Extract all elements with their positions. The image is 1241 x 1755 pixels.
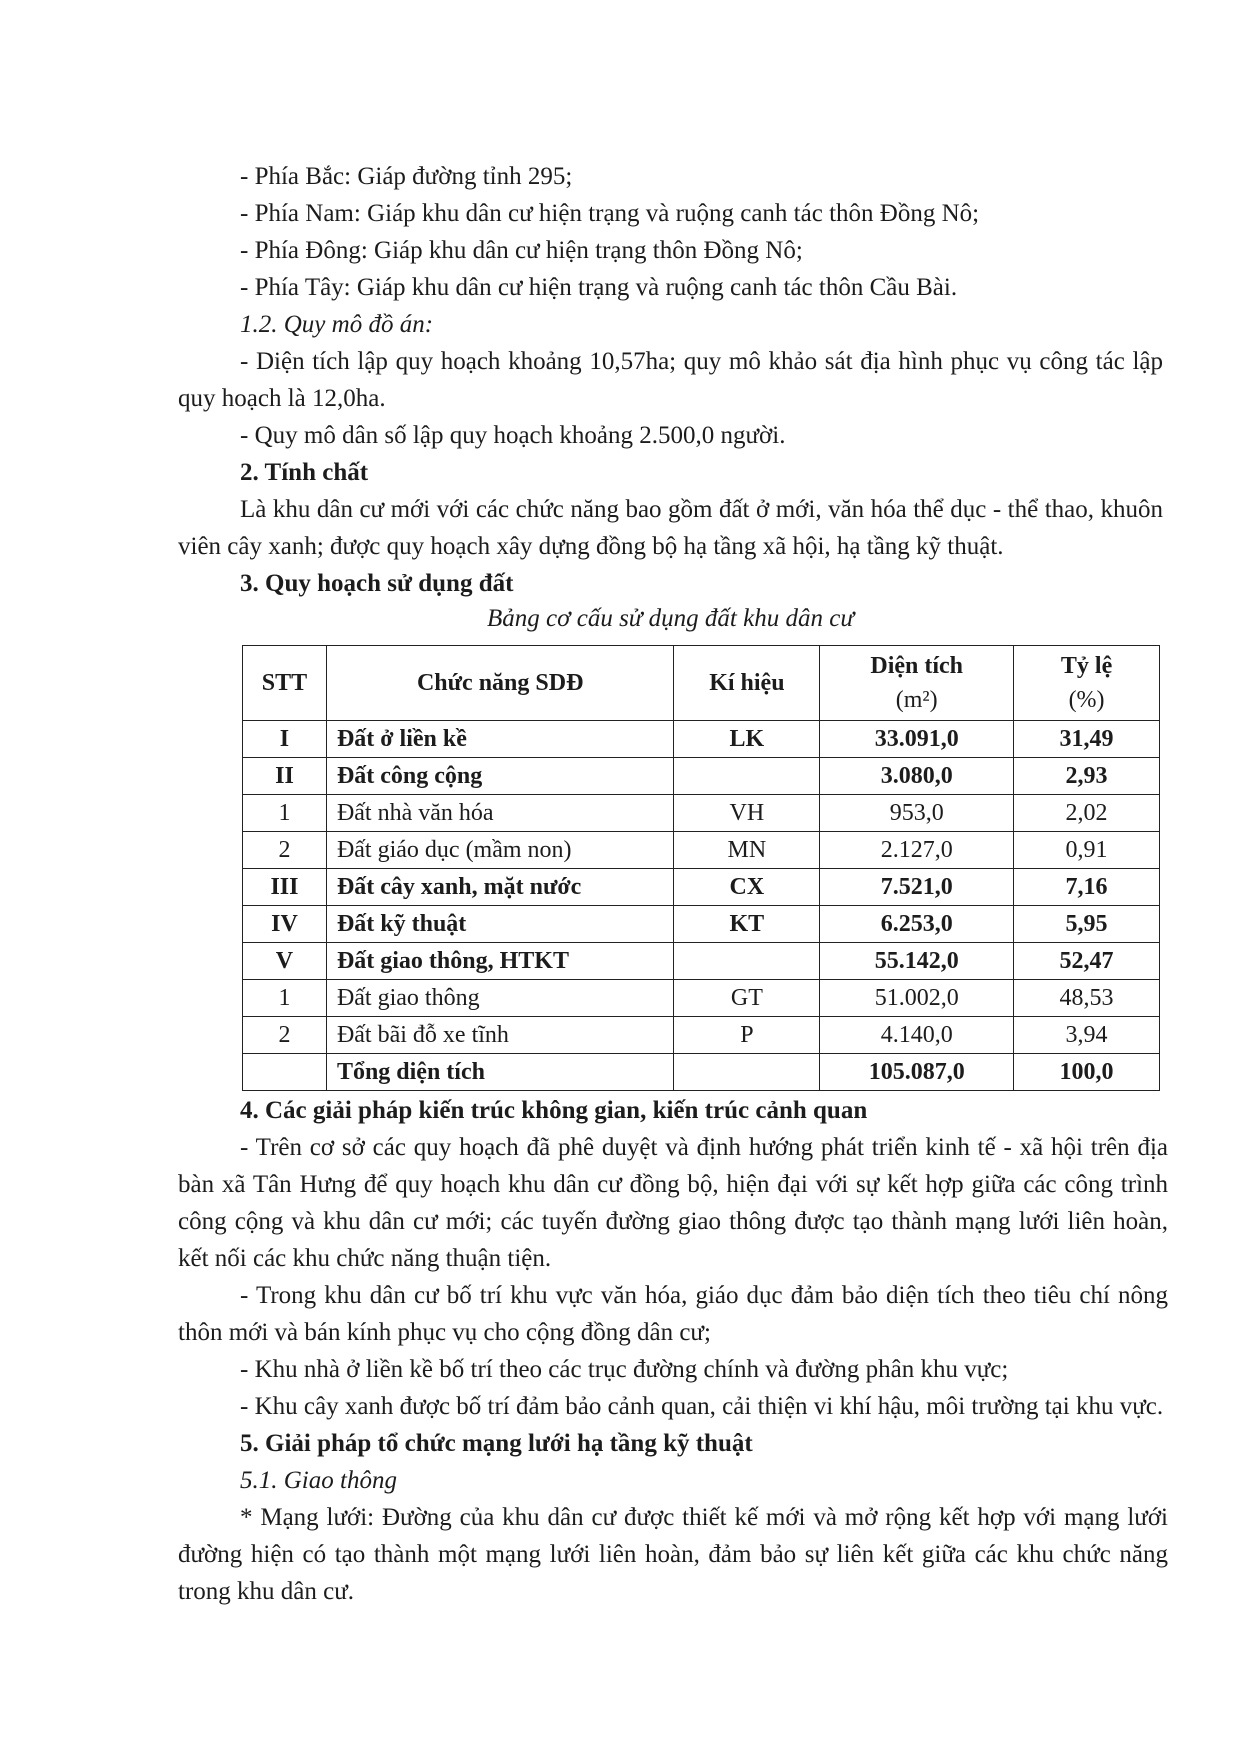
cell-stt (243, 1054, 327, 1091)
cell-ratio: 100,0 (1014, 1054, 1160, 1091)
cell-function: Đất giao thông, HTKT (326, 943, 674, 980)
traffic-text: * Mạng lưới: Đường của khu dân cư được thiết kế mới và mở rộng kết hợp với mạng lưới đường hiện có tạo thành một mạng lưới liên hoàn, đảm bảo sự liên kết giữa các khu chức năng trong khu dân cư. (178, 1504, 1168, 1605)
cell-stt: II (243, 758, 327, 795)
cell-ratio: 31,49 (1014, 721, 1160, 758)
table-row (243, 832, 1160, 869)
cell-stt: III (243, 869, 327, 906)
cell-area: 105.087,0 (820, 1054, 1014, 1091)
nature-text: Là khu dân cư mới với các chức năng bao gồm đất ở mới, văn hóa thể dục - thể thao, khuôn viên cây xanh; được quy hoạch xây dựng đồng bộ hạ tầng xã hội, hạ tầng kỹ thuật. (178, 496, 1163, 560)
cell-area: 953,0 (820, 795, 1014, 832)
cell-stt: 1 (243, 980, 327, 1017)
architecture-paragraph: - Khu nhà ở liền kề bố trí theo các trục đường chính và đường phân khu vực; (240, 1356, 1009, 1383)
cell-area: 33.091,0 (820, 721, 1014, 758)
top-section (178, 158, 1163, 636)
cell-stt: 2 (243, 1017, 327, 1054)
scale-heading: 1.2. Quy mô đồ án: (240, 311, 434, 338)
architecture-paragraph: - Trong khu dân cư bố trí khu vực văn hóa, giáo dục đảm bảo diện tích theo tiêu chí nông thôn mới và bán kính phục vụ cho cộng đồng dân cư; (178, 1282, 1168, 1346)
table-row (243, 980, 1160, 1017)
cell-stt: I (243, 721, 327, 758)
cell-area: 4.140,0 (820, 1017, 1014, 1054)
cell-code: KT (674, 906, 820, 943)
cell-ratio: 0,91 (1014, 832, 1160, 869)
boundary-south: - Phía Nam: Giáp khu dân cư hiện trạng và ruộng canh tác thôn Đồng Nô; (240, 200, 980, 227)
cell-stt: V (243, 943, 327, 980)
cell-function: Đất công cộng (326, 758, 674, 795)
lower-section (178, 1092, 1168, 1610)
landuse-heading: 3. Quy hoạch sử dụng đất (240, 570, 514, 597)
cell-code: P (674, 1017, 820, 1054)
table-body (243, 721, 1160, 1091)
table-row (243, 943, 1160, 980)
header-ratio-unit: (%) (1068, 687, 1105, 713)
infrastructure-heading: 5. Giải pháp tổ chức mạng lưới hạ tầng kỹ thuật (240, 1430, 753, 1457)
cell-function: Đất cây xanh, mặt nước (326, 869, 674, 906)
table-caption: Bảng cơ cấu sử dụng đất khu dân cư (487, 605, 854, 632)
table-row (243, 721, 1160, 758)
cell-function: Đất bãi đỗ xe tĩnh (326, 1017, 674, 1054)
cell-function: Đất kỹ thuật (326, 906, 674, 943)
landuse-table (242, 645, 1160, 1091)
nature-heading: 2. Tính chất (240, 459, 369, 486)
cell-area: 7.521,0 (820, 869, 1014, 906)
cell-area: 3.080,0 (820, 758, 1014, 795)
table-row (243, 1017, 1160, 1054)
header-code: Kí hiệu (674, 646, 820, 721)
architecture-paragraph: - Trên cơ sở các quy hoạch đã phê duyệt và định hướng phát triển kinh tế - xã hội trên địa bàn xã Tân Hưng để quy hoạch khu dân cư đồng bộ, hiện đại với sự kết hợp giữa các công trình công cộng và khu dân cư mới; các tuyến đường giao thông được tạo thành mạng lưới liên hoàn, kết nối các khu chức năng thuận tiện. (178, 1134, 1168, 1272)
traffic-subheading: 5.1. Giao thông (240, 1467, 397, 1494)
header-stt: STT (243, 646, 327, 721)
cell-ratio: 5,95 (1014, 906, 1160, 943)
boundary-east: - Phía Đông: Giáp khu dân cư hiện trạng thôn Đồng Nô; (240, 237, 803, 264)
cell-function: Đất nhà văn hóa (326, 795, 674, 832)
cell-code: CX (674, 869, 820, 906)
cell-code: MN (674, 832, 820, 869)
header-area-unit: (m²) (895, 687, 938, 713)
cell-ratio: 7,16 (1014, 869, 1160, 906)
cell-code (674, 758, 820, 795)
table-row (243, 1054, 1160, 1091)
table-header-row (243, 646, 1160, 721)
cell-code: GT (674, 980, 820, 1017)
cell-area: 51.002,0 (820, 980, 1014, 1017)
cell-ratio: 52,47 (1014, 943, 1160, 980)
cell-code (674, 1054, 820, 1091)
cell-function: Tổng diện tích (326, 1054, 674, 1091)
scale-population: - Quy mô dân số lập quy hoạch khoảng 2.500,0 người. (240, 422, 786, 449)
header-area (820, 646, 1014, 721)
cell-ratio: 2,02 (1014, 795, 1160, 832)
table-row (243, 795, 1160, 832)
cell-stt: 2 (243, 832, 327, 869)
architecture-heading: 4. Các giải pháp kiến trúc không gian, kiến trúc cảnh quan (240, 1097, 868, 1124)
cell-ratio: 2,93 (1014, 758, 1160, 795)
header-function: Chức năng SDĐ (326, 646, 674, 721)
cell-code (674, 943, 820, 980)
cell-function: Đất ở liền kề (326, 721, 674, 758)
cell-function: Đất giao thông (326, 980, 674, 1017)
cell-function: Đất giáo dục (mầm non) (326, 832, 674, 869)
table-row (243, 758, 1160, 795)
table-row (243, 906, 1160, 943)
cell-code: LK (674, 721, 820, 758)
cell-stt: IV (243, 906, 327, 943)
table-row (243, 869, 1160, 906)
cell-area: 2.127,0 (820, 832, 1014, 869)
scale-area: - Diện tích lập quy hoạch khoảng 10,57ha; quy mô khảo sát địa hình phục vụ công tác lập quy hoạch là 12,0ha. (178, 348, 1163, 412)
architecture-paragraph: - Khu cây xanh được bố trí đảm bảo cảnh quan, cải thiện vi khí hậu, môi trường tại khu vực. (240, 1393, 1164, 1420)
boundary-west: - Phía Tây: Giáp khu dân cư hiện trạng và ruộng canh tác thôn Cầu Bài. (240, 274, 958, 301)
header-area-label: Diện tích (870, 653, 964, 679)
cell-area: 6.253,0 (820, 906, 1014, 943)
cell-code: VH (674, 795, 820, 832)
header-ratio-label: Tỷ lệ (1060, 653, 1113, 679)
boundary-north: - Phía Bắc: Giáp đường tỉnh 295; (240, 163, 573, 190)
cell-area: 55.142,0 (820, 943, 1014, 980)
cell-stt: 1 (243, 795, 327, 832)
header-ratio (1014, 646, 1160, 721)
cell-ratio: 3,94 (1014, 1017, 1160, 1054)
cell-ratio: 48,53 (1014, 980, 1160, 1017)
